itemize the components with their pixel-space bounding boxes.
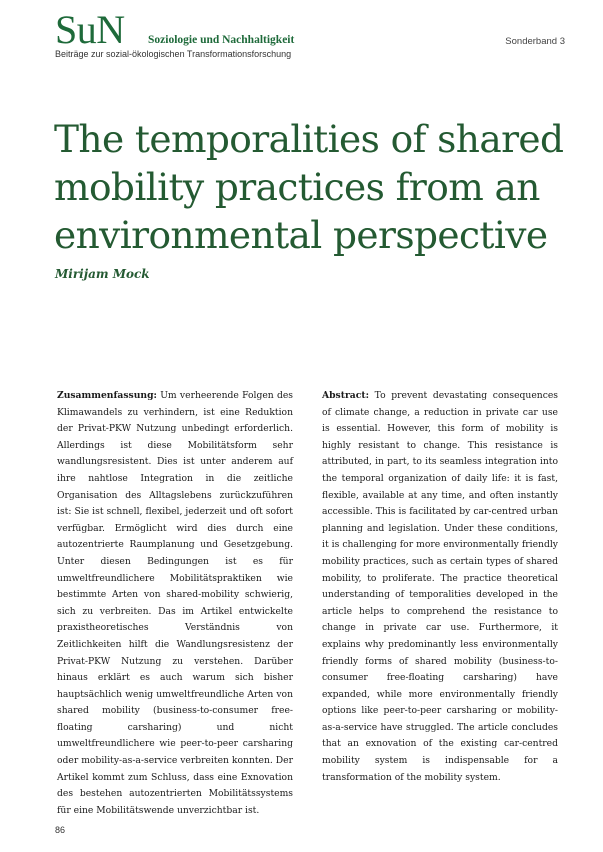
title-line: environmental perspective [54,213,548,257]
issue-label: Sonderband 3 [505,36,565,47]
title-line: mobility practices from an [54,165,540,209]
author-name: Mirijam Mock [55,267,150,281]
abstract-german [57,388,293,819]
article-title [54,115,574,259]
journal-subtitle: Beiträge zur sozial-ökologischen Transformationsforschung [55,49,292,59]
abstract-english-text: To prevent devastating consequences of climate change, a reduction in private car use is essential. However, this form of mobility is highly resistant to change. This resistance is attributed, in part, to its seamless integration into the temporal organization of daily life: it is fast, flexible, available at any time, and often instantly accessible. This is facilitated by car-centred urban planning and legislation. Under these conditions, it is challenging for more environmentally friendly mobility practices, such as certain types of shared mobility, to proliferate. The practice theoretical understanding of temporalities developed in the article helps to comprehend the resistance to change in private car use. Furthermore, it explains why predominantly less environmentally friendly forms of shared mobility (business-to-consumer free-floating carsharing) have expanded, while more environmentally friendly options like peer-to-peer carsharing or mobility-as-a-service have struggled. The article concludes that an exnovation of the existing car-centred mobility system is indispensable for a transformation of the mobility system. [322,390,558,783]
abstract-german-text: Um verheerende Folgen des Klimawandels zu verhindern, ist eine Reduktion der Privat-PKW Nutzung unbedingt erforderlich. Allerdings ist diese Mobilitätsform sehr wandlungsresistent. Dies ist unter anderem auf ihre nahtlose Integration in die zeitliche Organisation des Alltagslebens zurückzuführen ist: Sie ist schnell, flexibel, jederzeit und oft sofort verfügbar. Ermöglicht wird dies durch eine autozentrierte Raumplanung und Gesetzgebung. Unter diesen Bedingungen ist es für umweltfreundlichere Mobilitätspraktiken wie bestimmte Arten von shared-mobility schwierig, sich zu verbreiten. Das im Artikel entwickelte praxistheoretisches Verständnis von Zeitlichkeiten hilft die Wandlungsresistenz der Privat-PKW Nutzung zu verstehen. Darüber hinaus erklärt es auch warum sich bisher hauptsächlich wenig umweltfreundliche Arten von shared mobility (business-to-consumer free-floating carsharing) und nicht umweltfreundlichere wie peer-to-peer carsharing oder mobility-as-a-service verbreiten konnten. Der Artikel kommt zum Schluss, dass eine Exnovation des bestehen autozentrierten Mobilitätssystems für eine Mobilitätswende unverzichtbar ist. [57,390,293,816]
abstract-english [322,388,558,786]
page-number: 86 [55,825,66,835]
journal-header [55,7,565,60]
journal-logo: SuN [55,7,125,52]
title-line: The temporalities of shared [54,117,564,161]
journal-name: Soziologie und Nachhaltigkeit [148,34,295,46]
abstract-german-label: Zusammenfassung: [57,390,157,401]
abstract-english-label: Abstract: [322,390,369,401]
